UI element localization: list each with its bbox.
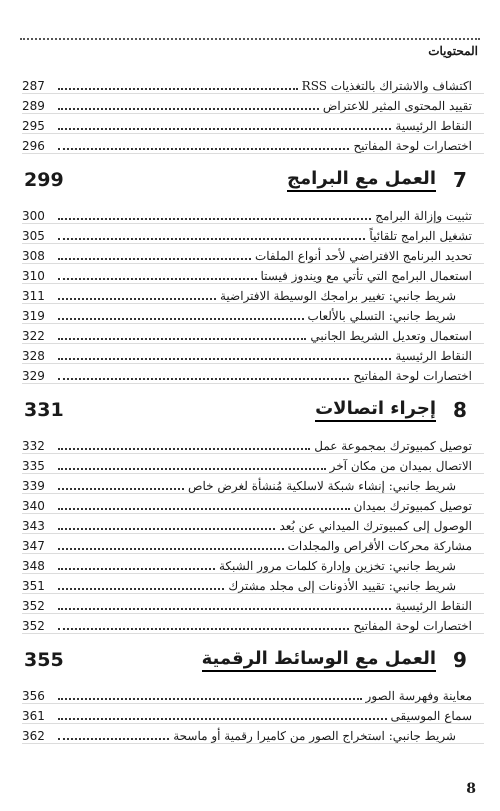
- toc-entry-title: تحديد البرنامج الافتراضي لأحد أنواع الملفات: [254, 249, 472, 263]
- toc-entry-page: 361: [22, 709, 45, 723]
- running-head: المحتويات: [428, 44, 478, 58]
- toc-entry: [22, 244, 484, 264]
- chapter-heading: [22, 160, 484, 200]
- toc-entry: [22, 704, 484, 724]
- toc-entry-page: 319: [22, 309, 45, 323]
- toc-entry: [22, 614, 484, 634]
- toc-entry-page: 287: [22, 79, 45, 93]
- toc-entry: [22, 344, 484, 364]
- chapter-heading: [22, 640, 484, 680]
- toc-entry-title: تقييد المحتوى المثير للاعتراض: [322, 99, 472, 113]
- toc-entry-title: اكتشاف والاشتراك بالتغذيات RSS: [301, 79, 472, 93]
- toc-entry: [22, 574, 484, 594]
- toc-entry: [22, 554, 484, 574]
- toc-entry-title: النقاط الرئيسية: [395, 119, 472, 133]
- toc-entry-page: 296: [22, 139, 45, 153]
- dot-leader: [58, 588, 224, 590]
- dot-leader: [58, 318, 304, 320]
- chapter-title: العمل مع الوسائط الرقمية: [202, 648, 436, 672]
- table-of-contents: [22, 74, 484, 744]
- toc-entry-title: النقاط الرئيسية: [395, 599, 472, 613]
- toc-entry-title: توصيل كمبيوترك بمجموعة عمل: [314, 439, 472, 453]
- dot-leader: [58, 218, 371, 220]
- toc-entry-page: 339: [22, 479, 45, 493]
- toc-entry-title: استعمال البرامج التي تأتي مع ويندوز فيستا: [260, 269, 472, 283]
- toc-entry-page: 300: [22, 209, 45, 223]
- toc-entry-page: 332: [22, 439, 45, 453]
- toc-entry-page: 351: [22, 579, 45, 593]
- dot-leader: [58, 468, 326, 470]
- toc-entry-title: استعمال وتعديل الشريط الجانبي: [310, 329, 472, 343]
- toc-entry-page: 356: [22, 689, 45, 703]
- toc-entry-title: شريط جانبي: تقييد الأذونات إلى مجلد مشترك: [228, 579, 456, 593]
- toc-entry: [22, 204, 484, 224]
- toc-entry-title: توصيل كمبيوترك بميدان: [353, 499, 472, 513]
- chapter-title: العمل مع البرامج: [287, 168, 436, 192]
- chapter-number: 9: [453, 648, 467, 672]
- dot-leader: [58, 548, 284, 550]
- toc-entry: [22, 74, 484, 94]
- toc-entry-title: الاتصال بميدان من مكان آخر: [329, 459, 472, 473]
- toc-entry-title: اختصارات لوحة المفاتيح: [353, 139, 472, 153]
- dot-leader: [58, 448, 310, 450]
- toc-entry-title: اختصارات لوحة المفاتيح: [353, 619, 472, 633]
- dot-leader: [58, 238, 365, 240]
- chapter-page: 331: [24, 399, 64, 421]
- toc-entry-page: 352: [22, 599, 45, 613]
- toc-entry: [22, 224, 484, 244]
- dot-leader: [58, 128, 391, 130]
- header-rule: [20, 38, 480, 40]
- toc-entry-page: 347: [22, 539, 45, 553]
- toc-entry-title: مشاركة محركات الأقراص والمجلدات: [287, 539, 472, 553]
- toc-entry-page: 328: [22, 349, 45, 363]
- toc-entry: [22, 534, 484, 554]
- toc-entry: [22, 454, 484, 474]
- toc-entry: [22, 514, 484, 534]
- toc-entry: [22, 594, 484, 614]
- chapter-number: 7: [453, 168, 467, 192]
- dot-leader: [58, 358, 391, 360]
- toc-entry-page: 335: [22, 459, 45, 473]
- toc-entry-title: معاينة وفهرسة الصور: [365, 689, 472, 703]
- dot-leader: [58, 278, 257, 280]
- toc-entry: [22, 284, 484, 304]
- toc-entry: [22, 94, 484, 114]
- chapter-heading: [22, 390, 484, 430]
- toc-entry-title: شريط جانبي: إنشاء شبكة لاسلكية مُنشأة لغرض خاص: [187, 479, 456, 493]
- toc-entry-page: 362: [22, 729, 45, 743]
- dot-leader: [58, 88, 298, 90]
- toc-entry: [22, 134, 484, 154]
- toc-entry: [22, 474, 484, 494]
- chapter-page: 355: [24, 649, 64, 671]
- toc-entry-page: 308: [22, 249, 45, 263]
- toc-entry-title: شريط جانبي: التسلي بالألعاب: [307, 309, 456, 323]
- toc-entry-title: شريط جانبي: تخزين وإدارة كلمات مرور الشبكة: [218, 559, 456, 573]
- toc-entry-title: شريط جانبي: استخراج الصور من كاميرا رقمية أو ماسحة: [173, 729, 456, 743]
- toc-entry: [22, 434, 484, 454]
- dot-leader: [58, 718, 387, 720]
- toc-entry-title: الوصول إلى كمبيوترك الميداني عن بُعد: [279, 519, 472, 533]
- toc-entry-page: 311: [22, 289, 45, 303]
- toc-entry: [22, 494, 484, 514]
- toc-entry-page: 295: [22, 119, 45, 133]
- toc-entry-page: 343: [22, 519, 45, 533]
- toc-entry-page: 289: [22, 99, 45, 113]
- dot-leader: [58, 108, 319, 110]
- dot-leader: [58, 298, 216, 300]
- toc-entry-page: 348: [22, 559, 45, 573]
- toc-entry-page: 322: [22, 329, 45, 343]
- dot-leader: [58, 258, 251, 260]
- dot-leader: [58, 738, 169, 740]
- chapter-number: 8: [453, 398, 467, 422]
- toc-entry: [22, 324, 484, 344]
- toc-entry-title: سماع الموسيقى: [390, 709, 472, 723]
- toc-entry-page: 329: [22, 369, 45, 383]
- toc-entry-title: تثبيت وإزالة البرامج: [375, 209, 472, 223]
- toc-entry-page: 310: [22, 269, 45, 283]
- toc-entry-page: 305: [22, 229, 45, 243]
- toc-entry: [22, 114, 484, 134]
- dot-leader: [58, 528, 275, 530]
- toc-entry-title: تشغيل البرامج تلقائياً: [369, 229, 472, 243]
- dot-leader: [58, 698, 362, 700]
- toc-entry-title: النقاط الرئيسية: [395, 349, 472, 363]
- dot-leader: [58, 488, 184, 490]
- chapter-title: إجراء اتصالات: [315, 398, 436, 422]
- toc-entry-title: شريط جانبي: تغيير برامجك الوسيطة الافتراضية: [219, 289, 456, 303]
- dot-leader: [58, 568, 215, 570]
- dot-leader: [58, 338, 306, 340]
- toc-entry-page: 340: [22, 499, 45, 513]
- toc-entry: [22, 364, 484, 384]
- dot-leader: [58, 628, 349, 630]
- toc-entry-page: 352: [22, 619, 45, 633]
- toc-entry: [22, 304, 484, 324]
- dot-leader: [58, 148, 349, 150]
- toc-entry: [22, 724, 484, 744]
- toc-entry: [22, 684, 484, 704]
- toc-entry: [22, 264, 484, 284]
- chapter-page: 299: [24, 169, 64, 191]
- dot-leader: [58, 508, 350, 510]
- dot-leader: [58, 608, 391, 610]
- toc-entry-title: اختصارات لوحة المفاتيح: [353, 369, 472, 383]
- page-number: 8: [466, 781, 476, 797]
- dot-leader: [58, 378, 349, 380]
